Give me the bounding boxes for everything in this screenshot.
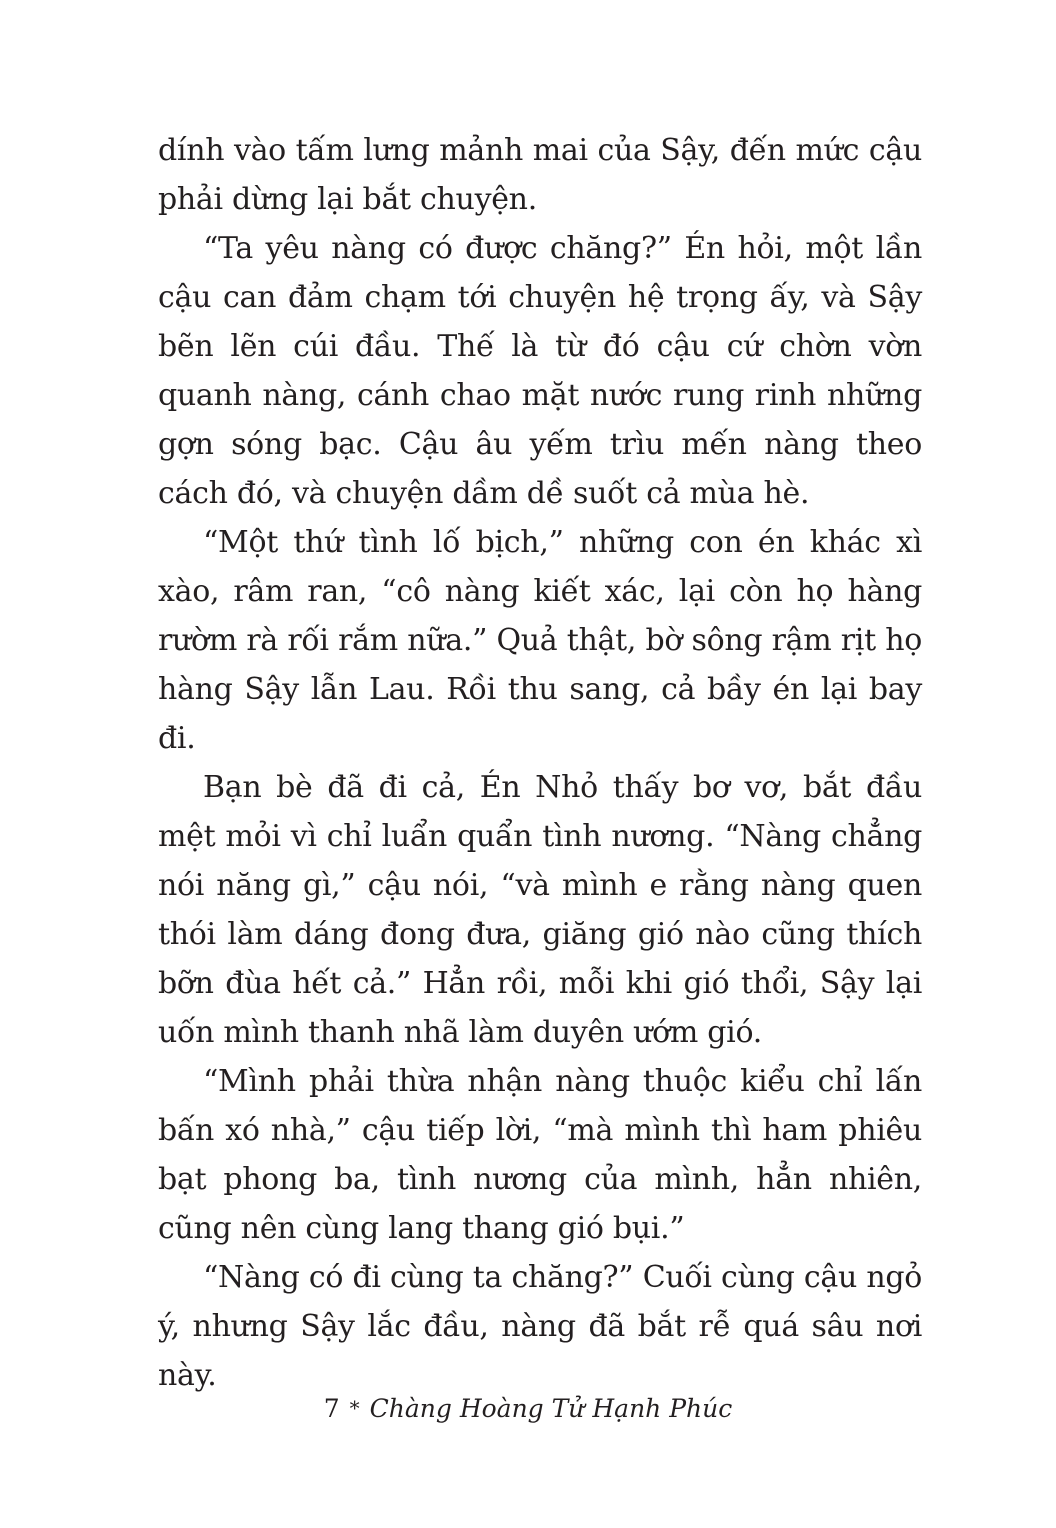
paragraph-2: “Ta yêu nàng có được chăng?” Én hỏi, một lần cậu can đảm chạm tới chuyện hệ trọng ấy, và Sậy bẽn lẽn cúi đầu. Thế là từ đó cậu cứ chờn vờn quanh nàng, cánh chao mặt nước rung rinh những gợn sóng bạc. Cậu âu yếm trìu mến nàng theo cách đó, và chuyện dầm dề suốt cả mùa hè. [158,231,922,511]
footer-separator: * [349,1396,360,1420]
page-number: 7 [323,1394,340,1423]
paragraph-6: “Nàng có đi cùng ta chăng?” Cuối cùng cậu ngỏ ý, nhưng Sậy lắc đầu, nàng đã bắt rễ quá sâu nơi này. [158,1260,922,1393]
page-footer [0,1394,1056,1423]
running-title: Chàng Hoàng Tử Hạnh Phúc [369,1394,733,1423]
body-text [158,126,922,1400]
paragraph-4: Bạn bè đã đi cả, Én Nhỏ thấy bơ vơ, bắt đầu mệt mỏi vì chỉ luẩn quẩn tình nương. “Nàng chẳng nói năng gì,” cậu nói, “và mình e rằng nàng quen thói làm dáng đong đưa, giăng gió nào cũng thích bỡn đùa hết cả.” Hẳn rồi, mỗi khi gió thổi, Sậy lại uốn mình thanh nhã làm duyên ướm gió. [158,770,922,1050]
paragraph-1: dính vào tấm lưng mảnh mai của Sậy, đến mức cậu phải dừng lại bắt chuyện. [158,133,922,217]
paragraph-5: “Mình phải thừa nhận nàng thuộc kiểu chỉ lấn bấn xó nhà,” cậu tiếp lời, “mà mình thì ham phiêu bạt phong ba, tình nương của mình, hẳn nhiên, cũng nên cùng lang thang gió bụi.” [158,1064,922,1246]
paragraph-3: “Một thứ tình lố bịch,” những con én khác xì xào, râm ran, “cô nàng kiết xác, lại còn họ hàng rườm rà rối rắm nữa.” Quả thật, bờ sông rậm rịt họ hàng Sậy lẫn Lau. Rồi thu sang, cả bầy én lại bay đi. [158,525,922,756]
